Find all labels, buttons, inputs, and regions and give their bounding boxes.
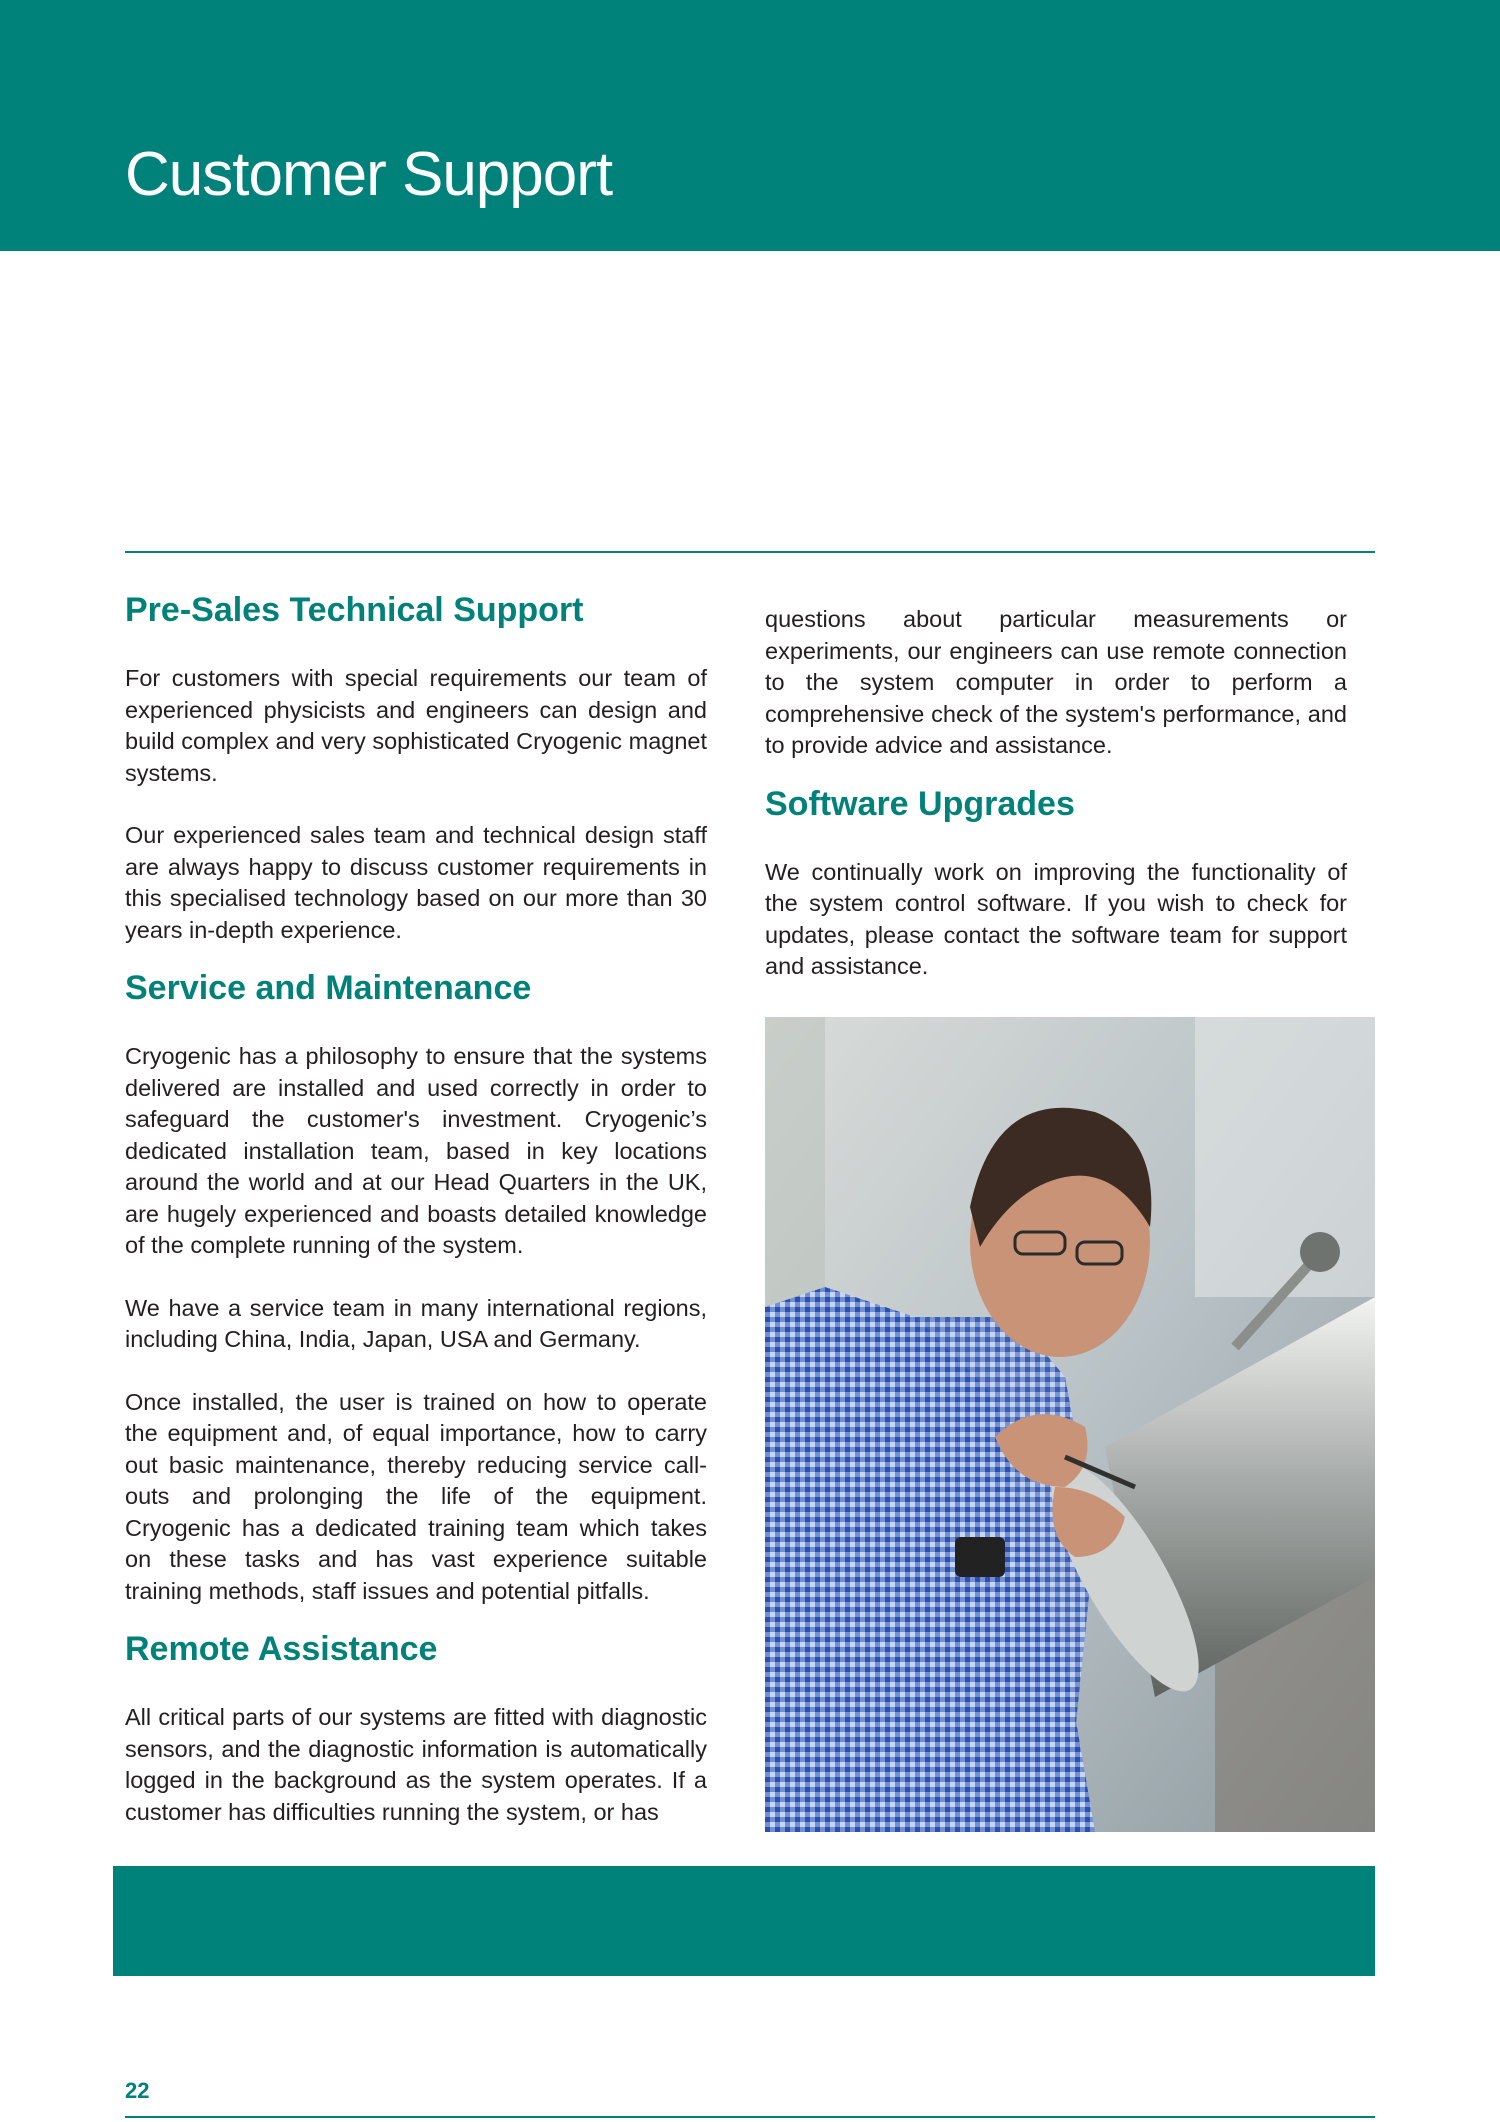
presales-paragraph-1: For customers with special requirements our team of experienced physicists and engineers can design and build complex and very sophisticated Cryogenic magnet systems. (125, 665, 707, 786)
bottom-divider (125, 2116, 1375, 2118)
page-title: Customer Support (125, 140, 613, 209)
header-band (0, 0, 1500, 251)
remote-paragraph-continued: questions about particular measurements or experiments, our engineers can use remote connection to the system computer in order to perform a comprehensive check of the system's performance, and to provide advice and assistance. (765, 606, 1347, 758)
service-paragraph-3: Once installed, the user is trained on how to operate the equipment and, of equal importance, how to carry out basic maintenance, thereby reducing service call-outs and prolonging the life of the equipment. Cryogenic has a dedicated training team which takes on these tasks and has vast experience suitable training methods, staff issues and potential pitfalls. (125, 1388, 707, 1604)
presales-heading: Pre-Sales Technical Support (125, 591, 584, 629)
remote-heading: Remote Assistance (125, 1630, 438, 1668)
engineer-photo (765, 1017, 1375, 1832)
remote-paragraph: All critical parts of our systems are fitted with diagnostic sensors, and the diagnostic information is automatically logged in the background as the system operates. If a customer has difficulties running the system, or has (125, 1704, 707, 1825)
footer-band (113, 1866, 1375, 1976)
service-heading: Service and Maintenance (125, 969, 532, 1007)
service-paragraph-2: We have a service team in many international regions, including China, India, Japan, USA and Germany. (125, 1294, 707, 1352)
top-divider (125, 551, 1375, 553)
presales-paragraph-2: Our experienced sales team and technical design staff are always happy to discuss customer requirements in this specialised technology based on our more than 30 years in-depth experience. (125, 822, 707, 943)
software-paragraph: We continually work on improving the functionality of the system control software. If you wish to check for updates, please contact the software team for support and assistance. (765, 858, 1347, 979)
software-heading: Software Upgrades (765, 784, 1075, 823)
left-column (125, 588, 707, 1828)
right-column (765, 604, 1347, 983)
page-number: 22 (125, 2078, 150, 2103)
service-paragraph-1: Cryogenic has a philosophy to ensure that the systems delivered are installed and used correctly in order to safeguard the customer's investment. Cryogenic’s dedicated installation team, based in key locations around the world and at our Head Quarters in the UK, are hugely experienced and boasts detailed knowledge of the complete running of the system. (125, 1043, 707, 1258)
